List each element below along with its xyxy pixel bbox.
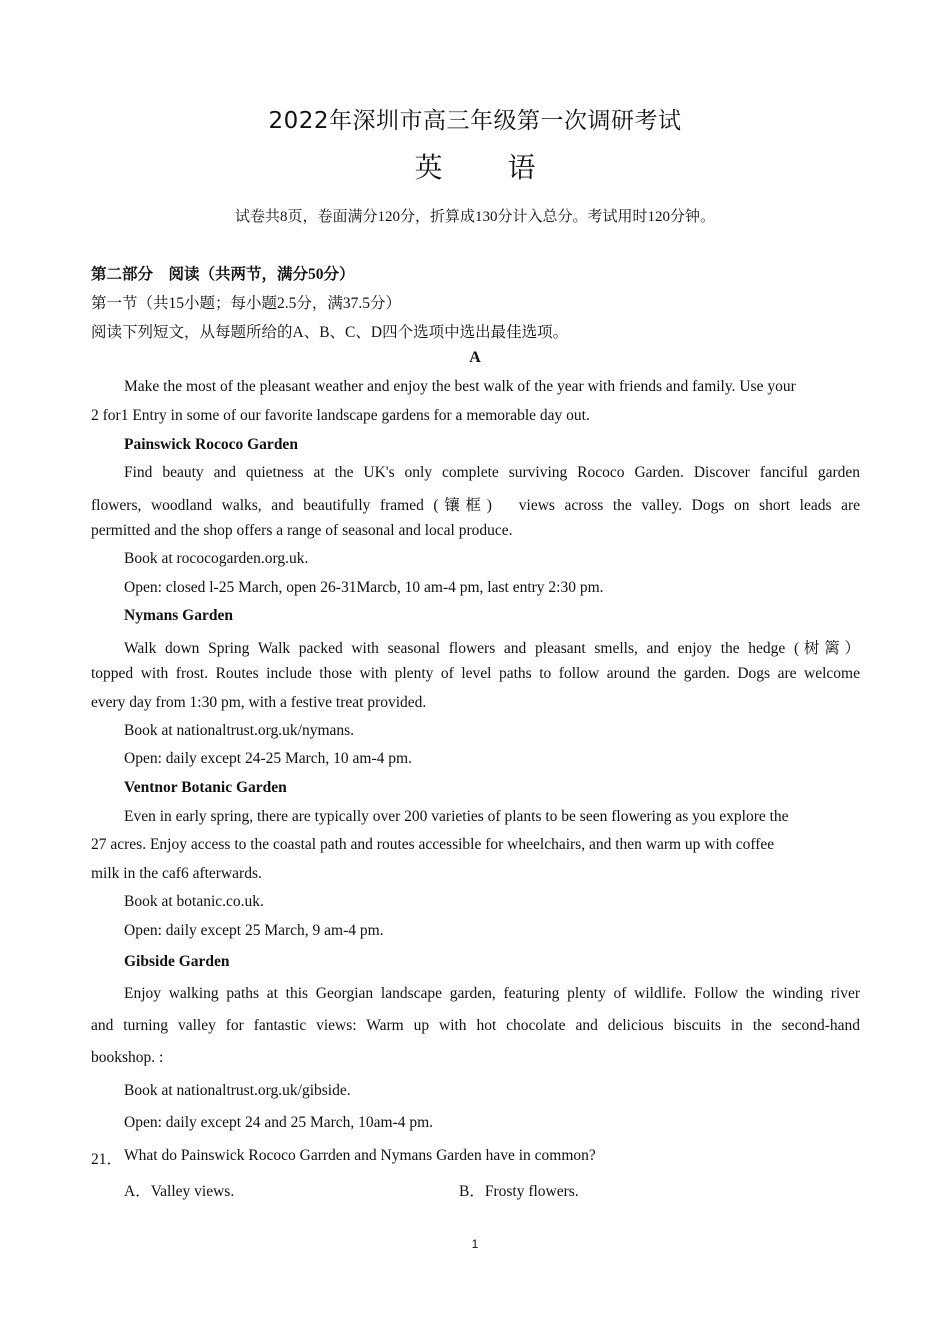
desc-line: Enjoy walking paths at this Georgian landscape garden, featuring plenty of wildlife. Follow the winding river (124, 985, 860, 1002)
garden-book-nymans: Book at nationaltrust.org.uk/nymans. (124, 722, 355, 739)
garden-name-ventnor: Ventnor Botanic Garden (124, 779, 287, 796)
desc-line: topped with frost. Routes include those with plenty of level paths to follow around the garden. Dogs are welcome (91, 665, 860, 682)
desc-line: Walk down Spring Walk packed with seasonal flowers and pleasant smells, and enjoy the hedge (树篱） (124, 640, 860, 657)
garden-name-painswick: Painswick Rococo Garden (124, 436, 298, 453)
intro-line-2: 2 for1 Entry in some of our favorite landscape gardens for a memorable day out. (91, 407, 590, 424)
subject-title: 英 语 (414, 151, 564, 184)
passage-label: A (469, 349, 481, 366)
garden-open-ventnor: Open: daily except 25 March, 9 am-4 pm. (124, 922, 384, 939)
garden-book-painswick: Book at rococogarden.org.uk. (124, 550, 309, 567)
exam-note: 试卷共8页，卷面满分120分，折算成130分计入总分。考试用时120分钟。 (234, 209, 715, 225)
garden-desc-painswick (91, 464, 860, 540)
garden-desc-ventnor-3: milk in the caf6 afterwards. (91, 865, 262, 882)
instruction-text: 阅读下列短文，从每题所给的A、B、C、D四个选项中选出最佳选项。 (91, 324, 569, 341)
desc-line: and turning valley for fantastic views: Warm up with hot chocolate and delicious biscuits in the second-hand (91, 1017, 860, 1034)
garden-open-gibside: Open: daily except 24 and 25 March, 10am-4 pm. (124, 1114, 434, 1131)
desc-line: bookshop. : (91, 1049, 164, 1066)
desc-line: permitted and the shop offers a range of seasonal and local produce. (91, 522, 513, 539)
page-number: 1 (471, 1237, 479, 1251)
garden-open-nymans: Open: daily except 24-25 March, 10 am-4 pm. (124, 750, 412, 767)
garden-desc-gibside (91, 985, 860, 1067)
desc-line: flowers, woodland walks, and beautifully framed (镶框) views across the valley. Dogs on short leads are (91, 497, 860, 514)
garden-book-ventnor: Book at botanic.co.uk. (124, 893, 264, 910)
garden-book-gibside: Book at nationaltrust.org.uk/gibside. (124, 1082, 351, 1099)
desc-line: Find beauty and quietness at the UK's only complete surviving Rococo Garden. Discover fanciful garden (124, 464, 860, 481)
section-heading: 第二部分 阅读（共两节，满分50分） (91, 266, 355, 283)
garden-name-gibside: Gibside Garden (124, 953, 230, 970)
garden-desc-ventnor-1: Even in early spring, there are typically over 200 varieties of plants to be seen flowering as you explore the (124, 808, 789, 825)
option-a: A．Valley views. (124, 1183, 235, 1200)
garden-open-painswick: Open: closed l-25 March, open 26-31Marcb, 10 am-4 pm, last entry 2:30 pm. (124, 579, 604, 596)
intro-line-1: Make the most of the pleasant weather and enjoy the best walk of the year with friends and family. Use your (124, 378, 796, 395)
garden-desc-ventnor-2: 27 acres. Enjoy access to the coastal path and routes accessible for wheelchairs, and then warm up with coffee (91, 836, 775, 853)
question-number: 21． (91, 1151, 123, 1168)
desc-line: every day from 1:30 pm, with a festive treat provided. (91, 694, 427, 711)
garden-desc-nymans (91, 636, 860, 712)
garden-name-nymans: Nymans Garden (124, 607, 233, 624)
question-text: What do Painswick Rococo Garrden and Nymans Garden have in common? (124, 1147, 596, 1164)
exam-title: 2022年深圳市高三年级第一次调研考试 (268, 108, 682, 134)
part-heading: 第一节（共15小题；每小题2.5分，满37.5分） (91, 295, 402, 312)
option-b: B．Frosty flowers. (459, 1183, 579, 1200)
